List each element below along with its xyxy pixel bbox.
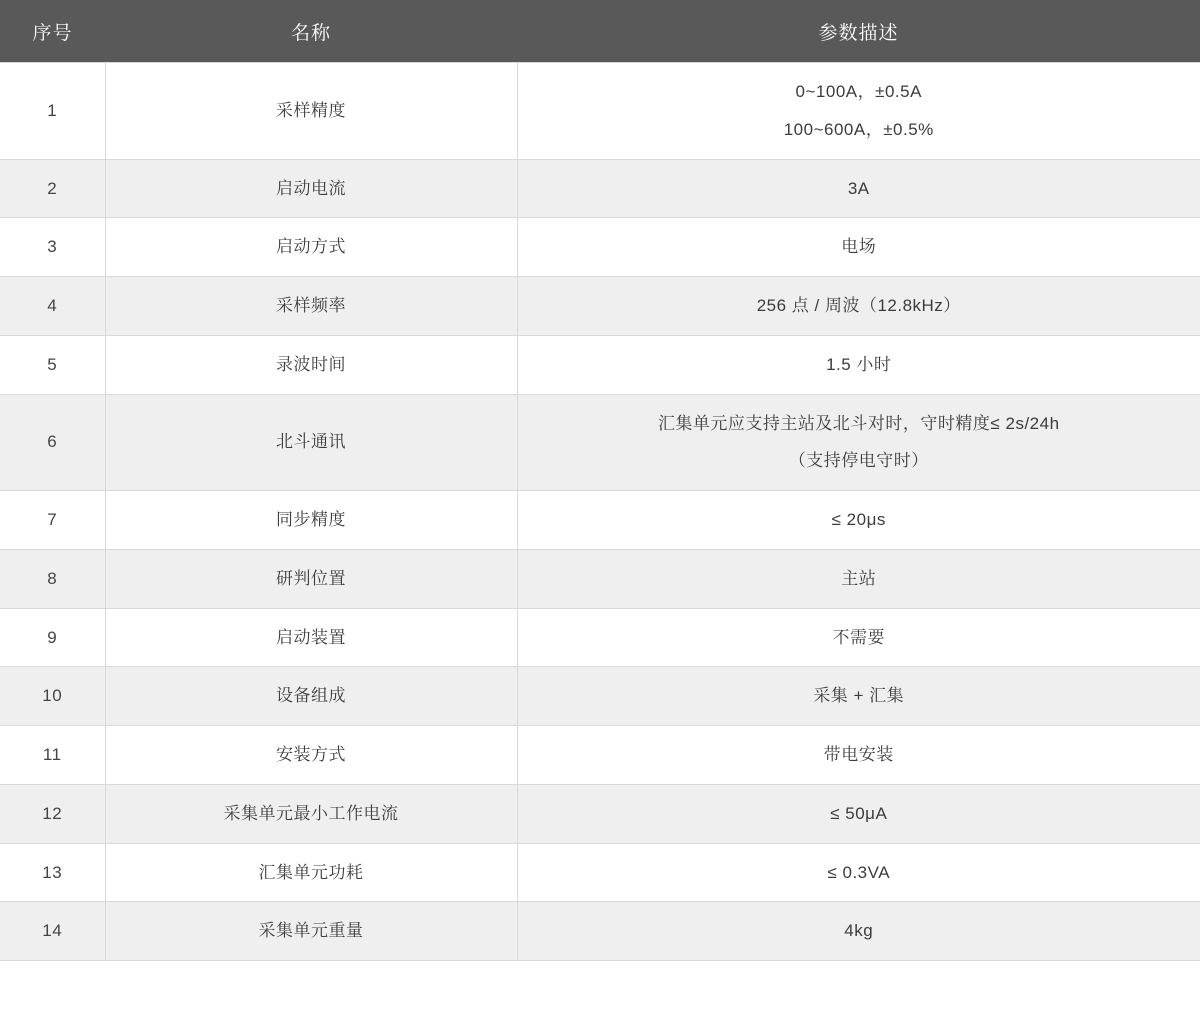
row-index-cell: 14 <box>0 902 105 961</box>
table-row <box>0 394 1200 491</box>
table-row <box>0 784 1200 843</box>
table-row <box>0 277 1200 336</box>
table-header <box>0 0 1200 63</box>
table-row <box>0 608 1200 667</box>
row-name-cell: 采集单元最小工作电流 <box>105 784 517 843</box>
description-line: （支持停电守时） <box>788 451 929 471</box>
table-row <box>0 726 1200 785</box>
row-index-cell: 2 <box>0 159 105 218</box>
column-header-index: 序号 <box>0 0 105 63</box>
row-index-cell: 3 <box>0 218 105 277</box>
description-line: 3A <box>847 178 870 198</box>
row-description-cell <box>517 726 1200 785</box>
description-line: 不需要 <box>832 627 885 647</box>
row-name-cell: 采样精度 <box>105 63 517 160</box>
row-name-cell: 北斗通讯 <box>105 394 517 491</box>
table-body <box>0 63 1200 961</box>
table-row <box>0 335 1200 394</box>
description-line: 4kg <box>844 921 874 941</box>
row-name-cell: 同步精度 <box>105 491 517 550</box>
row-index-cell: 10 <box>0 667 105 726</box>
row-description-cell <box>517 159 1200 218</box>
row-name-cell: 启动电流 <box>105 159 517 218</box>
description-line: 100~600A，±0.5% <box>783 119 934 139</box>
row-name-cell: 研判位置 <box>105 549 517 608</box>
row-name-cell: 安装方式 <box>105 726 517 785</box>
table-header-row <box>0 0 1200 63</box>
description-line: ≤ 20μs <box>831 510 886 529</box>
description-line: 主站 <box>841 568 877 588</box>
row-index-cell: 6 <box>0 394 105 491</box>
row-description-cell <box>517 335 1200 394</box>
description-line: 0~100A，±0.5A <box>795 82 922 101</box>
row-name-cell: 采样频率 <box>105 277 517 336</box>
row-index-cell: 5 <box>0 335 105 394</box>
description-line: 电场 <box>841 237 877 257</box>
row-name-cell: 汇集单元功耗 <box>105 843 517 902</box>
column-header-description: 参数描述 <box>517 0 1200 63</box>
row-description-cell <box>517 277 1200 336</box>
row-name-cell: 采集单元重量 <box>105 902 517 961</box>
row-description-cell <box>517 394 1200 491</box>
row-description-cell <box>517 63 1200 160</box>
description-line: 采集 + 汇集 <box>813 686 905 706</box>
row-description-cell <box>517 549 1200 608</box>
row-description-cell <box>517 902 1200 961</box>
row-index-cell: 8 <box>0 549 105 608</box>
row-description-cell <box>517 784 1200 843</box>
description-line: 带电安装 <box>823 745 894 764</box>
row-name-cell: 启动装置 <box>105 608 517 667</box>
row-index-cell: 4 <box>0 277 105 336</box>
row-index-cell: 11 <box>0 726 105 785</box>
row-name-cell: 启动方式 <box>105 218 517 277</box>
row-index-cell: 7 <box>0 491 105 550</box>
row-index-cell: 1 <box>0 63 105 160</box>
table-row <box>0 902 1200 961</box>
row-description-cell <box>517 491 1200 550</box>
column-header-name: 名称 <box>105 0 517 63</box>
description-line: 256 点 / 周波（12.8kHz） <box>756 296 961 315</box>
table-row <box>0 843 1200 902</box>
row-index-cell: 13 <box>0 843 105 902</box>
table-row <box>0 159 1200 218</box>
row-index-cell: 12 <box>0 784 105 843</box>
row-description-cell <box>517 667 1200 726</box>
row-description-cell <box>517 608 1200 667</box>
table-row <box>0 491 1200 550</box>
table-row <box>0 549 1200 608</box>
table-row <box>0 63 1200 160</box>
description-line: ≤ 50μA <box>830 803 888 823</box>
row-name-cell: 设备组成 <box>105 667 517 726</box>
table-row <box>0 667 1200 726</box>
row-index-cell: 9 <box>0 608 105 667</box>
row-name-cell: 录波时间 <box>105 335 517 394</box>
row-description-cell <box>517 218 1200 277</box>
table-row <box>0 218 1200 277</box>
description-line: ≤ 0.3VA <box>827 862 891 882</box>
row-description-cell <box>517 843 1200 902</box>
description-line: 1.5 小时 <box>826 354 892 374</box>
description-line: 汇集单元应支持主站及北斗对时，守时精度≤ 2s/24h <box>657 413 1060 433</box>
